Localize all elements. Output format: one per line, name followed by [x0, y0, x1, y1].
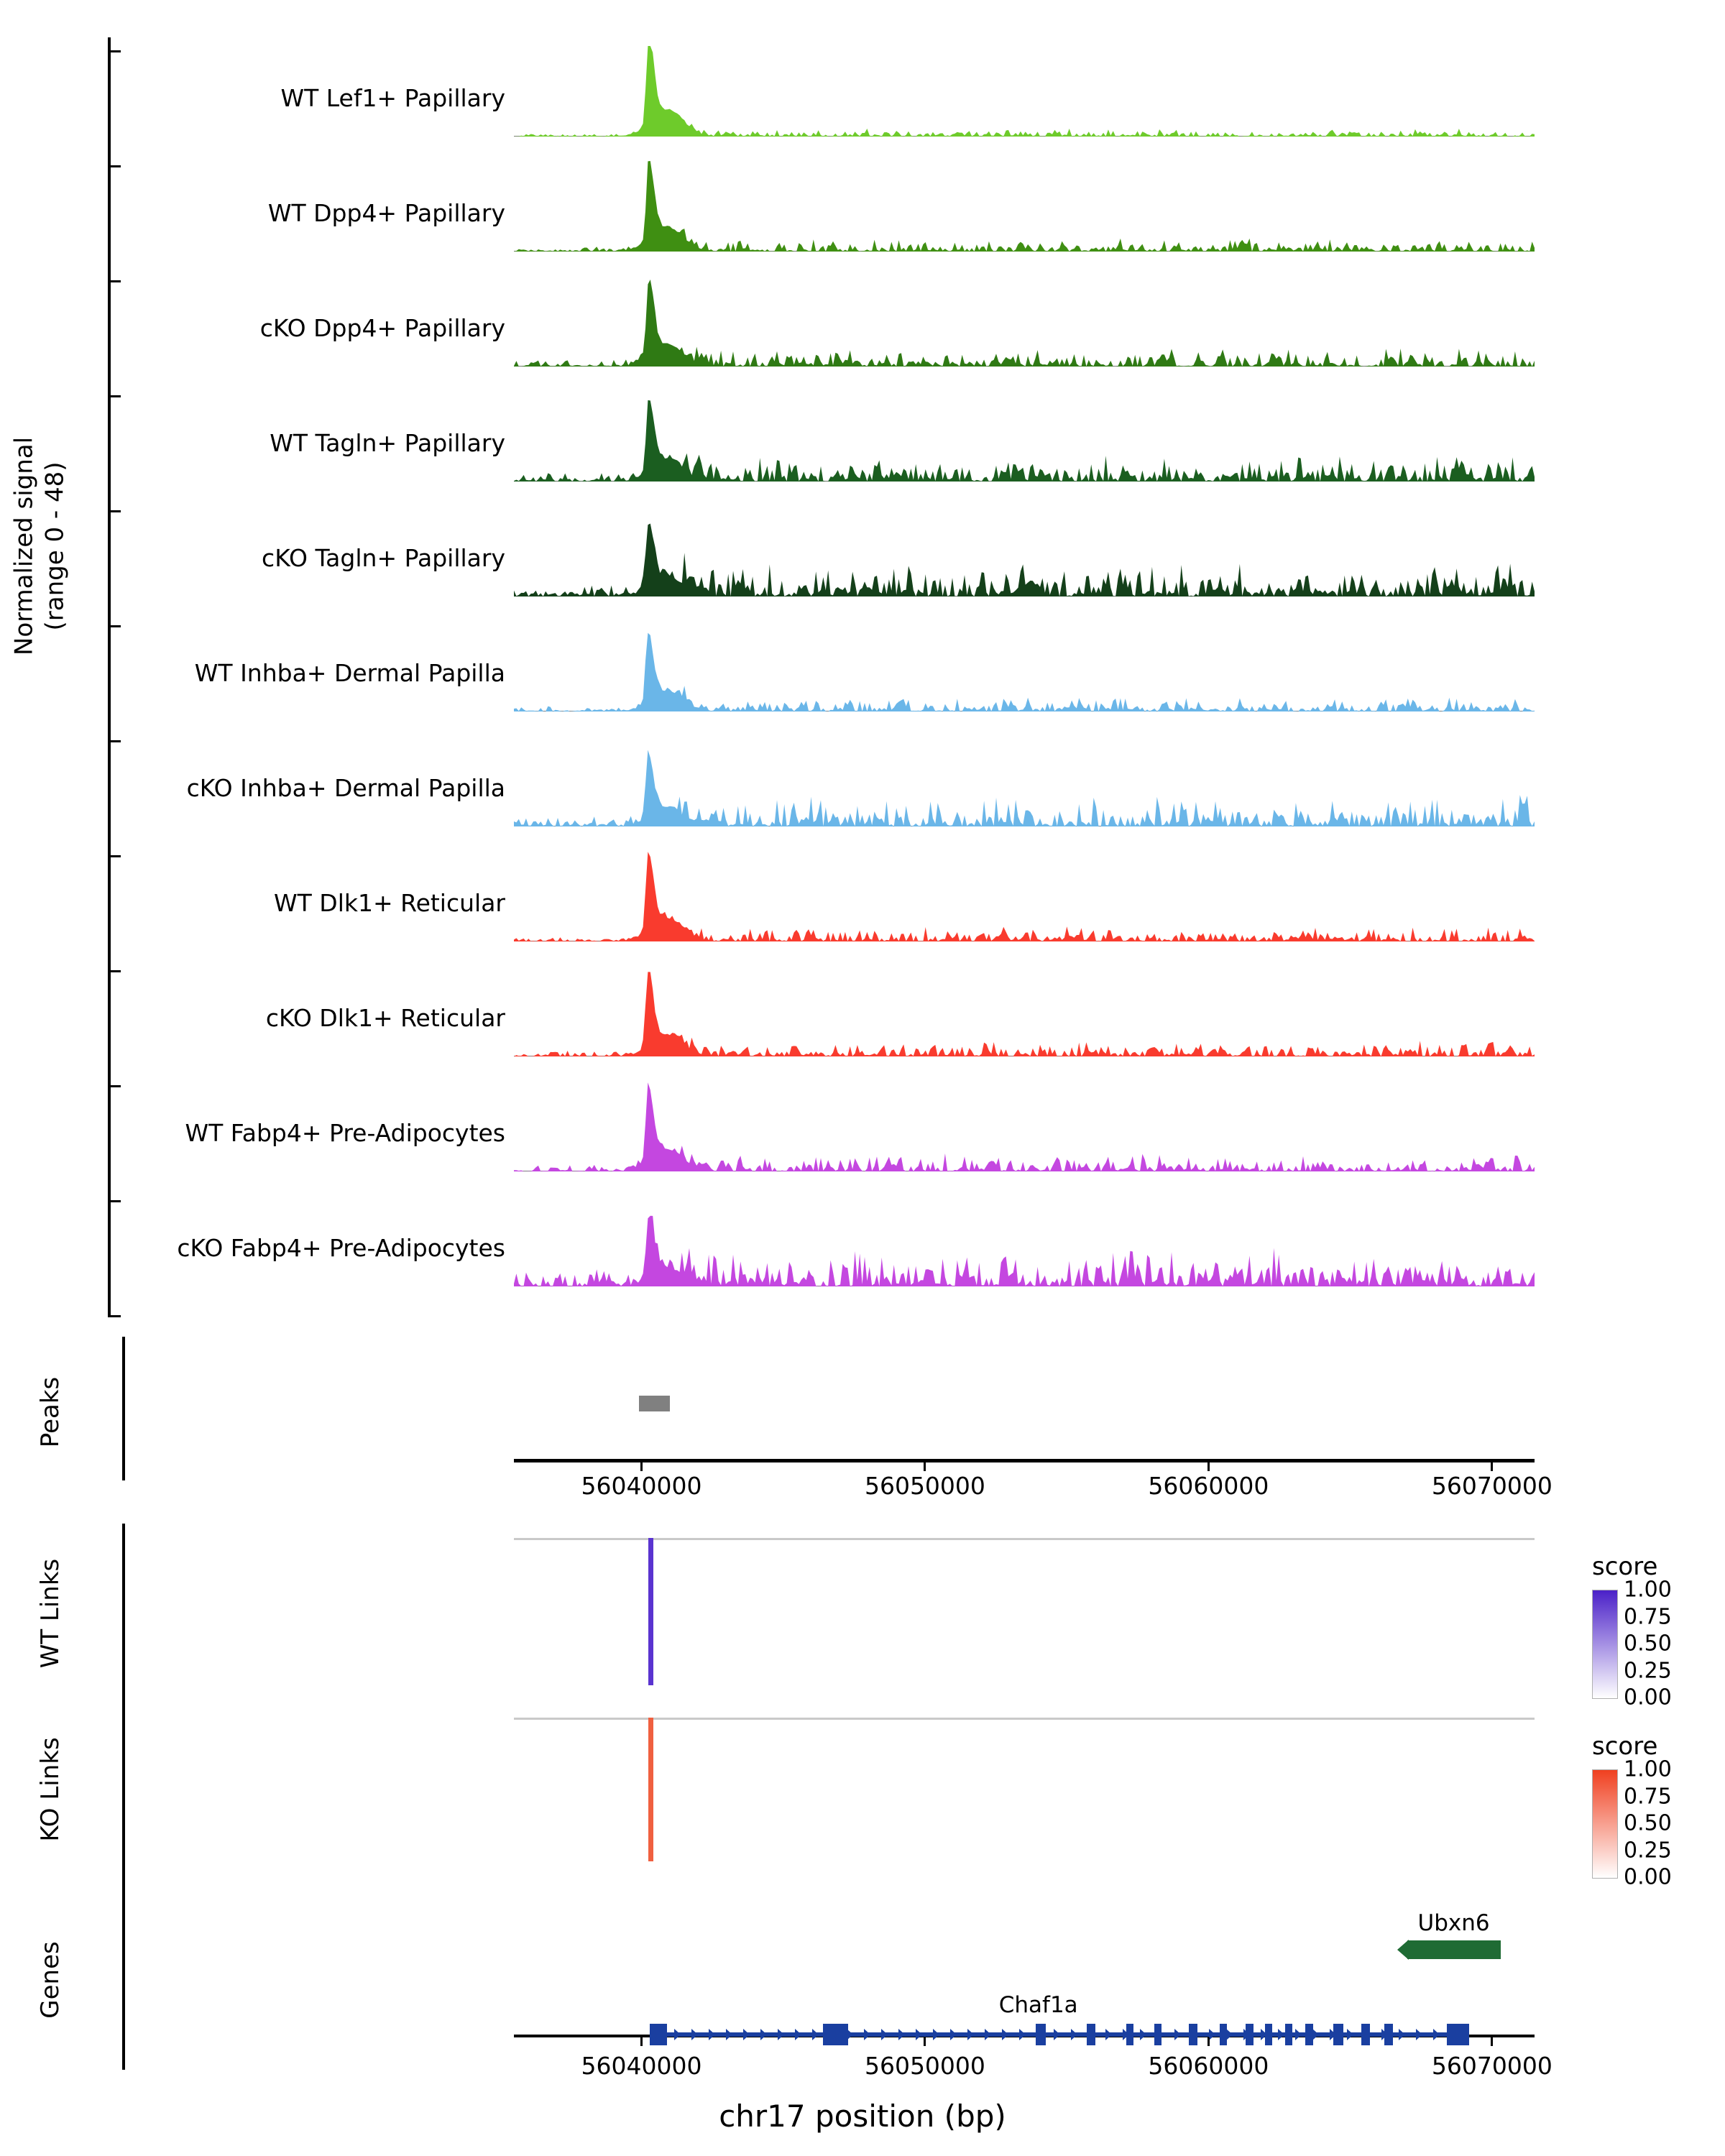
gene-strand-arrow-icon: [1397, 1940, 1409, 1960]
gene-label: Chaf1a: [998, 1992, 1078, 2018]
ko-links-top-rule: [514, 1718, 1535, 1720]
gene-strand-arrow-icon: [1416, 2029, 1422, 2040]
peaks-section-label: Peaks: [36, 1376, 65, 1448]
track-tick: [108, 625, 121, 627]
track-tick: [108, 1315, 121, 1317]
track-tick: [108, 395, 121, 397]
gene-strand-arrow-icon: [916, 2029, 922, 2040]
track-tick: [108, 280, 121, 282]
ko-links-panel: [514, 1718, 1535, 1876]
coverage-track-signal: [514, 43, 1535, 137]
wt-links-legend-bar: [1592, 1590, 1618, 1699]
track-group-spine: [108, 37, 111, 1317]
gene-exon: [1126, 2024, 1133, 2045]
gene-strand-arrow-icon: [1347, 2029, 1353, 2040]
coverage-track-label: cKO Tagln+ Papillary: [262, 544, 505, 572]
legend-tick-label: 0.00: [1624, 1864, 1672, 1890]
wt-links-spine: [122, 1524, 125, 1703]
genes-section-label: Genes: [36, 1941, 65, 2019]
gene-exon: [1189, 2024, 1197, 2045]
coverage-track-label: cKO Dlk1+ Reticular: [265, 1004, 505, 1032]
coverage-track-label: WT Fabp4+ Pre-Adipocytes: [185, 1119, 505, 1147]
gene-strand-arrow-icon: [795, 2029, 801, 2040]
gene-strand-arrow-icon: [933, 2029, 939, 2040]
gene-exon: [1087, 2024, 1095, 2045]
track-tick: [108, 165, 121, 167]
x-axis-tick-label: 56070000: [1431, 2052, 1552, 2080]
coverage-track: [262, 503, 1535, 596]
gene-exon: [1265, 2024, 1272, 2045]
coverage-track-signal: [514, 733, 1535, 826]
gene-strand-arrow-icon: [864, 2029, 870, 2040]
coverage-track: [185, 1078, 1535, 1171]
x-axis-tick: [1208, 2037, 1210, 2046]
peak-region: [639, 1396, 670, 1411]
gene-strand-arrow-icon: [1071, 2029, 1077, 2040]
link-line: [648, 1538, 653, 1685]
legend-tick-label: 0.50: [1624, 1810, 1672, 1836]
legend-tick-label: 0.25: [1624, 1838, 1672, 1863]
ko-links-legend-title: score: [1592, 1732, 1658, 1761]
coverage-track: [265, 963, 1535, 1056]
gene-strand-arrow-icon: [1054, 2029, 1060, 2040]
track-tick: [108, 1085, 121, 1087]
coverage-track-label: cKO Inhba+ Dermal Papilla: [186, 774, 505, 802]
track-tick: [108, 740, 121, 742]
gene-exon: [1333, 2024, 1343, 2045]
gene-exon: [1305, 2024, 1314, 2045]
x-axis-tick: [1208, 1462, 1210, 1471]
gene-strand-arrow-icon: [743, 2029, 750, 2040]
legend-tick-label: 0.00: [1624, 1685, 1672, 1710]
gene-exon: [823, 2024, 849, 2045]
track-tick: [108, 855, 121, 857]
gene-exon: [1036, 2024, 1046, 2045]
legend-tick-label: 0.50: [1624, 1631, 1672, 1657]
legend-tick-label: 1.00: [1624, 1577, 1672, 1603]
gene-strand-arrow-icon: [967, 2029, 974, 2040]
coverage-track-signal: [514, 273, 1535, 367]
gene-label: Ubxn6: [1417, 1910, 1490, 1936]
gene-strand-arrow-icon: [691, 2029, 698, 2040]
gene-strand-arrow-icon: [1174, 2029, 1181, 2040]
gene-strand-arrow-icon: [881, 2029, 888, 2040]
x-axis-tick-label: 56040000: [581, 1472, 702, 1500]
track-tick: [108, 50, 121, 52]
gene-strand-arrow-icon: [812, 2029, 819, 2040]
y-axis-label: [9, 437, 70, 655]
gene-strand-arrow-icon: [1295, 2029, 1302, 2040]
x-axis-tick: [924, 2037, 926, 2046]
coverage-track-label: WT Dlk1+ Reticular: [274, 889, 505, 917]
coverage-track: [186, 733, 1535, 826]
gene-exon: [650, 2024, 667, 2045]
gene-strand-arrow-icon: [1278, 2029, 1284, 2040]
x-axis-tick-label: 56040000: [581, 2052, 702, 2080]
coverage-track-signal: [514, 618, 1535, 711]
x-axis-tick: [924, 1462, 926, 1471]
gene-strand-arrow-icon: [1209, 2029, 1215, 2040]
genes-spine: [122, 1883, 125, 2070]
ko-links-legend: [1592, 1732, 1672, 1890]
wt-links-legend: [1592, 1552, 1672, 1710]
gene-strand-arrow-icon: [709, 2029, 715, 2040]
coverage-track: [267, 158, 1535, 252]
x-axis-tick: [1491, 1462, 1493, 1471]
x-axis-tick: [640, 1462, 643, 1471]
coverage-track: [177, 1193, 1535, 1286]
ko-links-legend-bar: [1592, 1769, 1618, 1879]
gene-strand-arrow-icon: [760, 2029, 767, 2040]
y-axis-label-line2: (range 0 - 48): [40, 461, 69, 631]
gene-strand-arrow-icon: [1002, 2029, 1008, 2040]
coverage-track: [280, 43, 1535, 137]
link-line: [648, 1718, 653, 1861]
legend-tick-label: 1.00: [1624, 1756, 1672, 1782]
coverage-track-signal: [514, 1193, 1535, 1286]
gene-strand-arrow-icon: [985, 2029, 991, 2040]
gene-strand-arrow-icon: [1140, 2029, 1146, 2040]
track-tick: [108, 510, 121, 512]
gene-strand-arrow-icon: [1399, 2029, 1405, 2040]
coverage-track-label: WT Inhba+ Dermal Papilla: [194, 659, 505, 687]
y-axis-label-line1: Normalized signal: [9, 436, 39, 656]
coverage-track-signal: [514, 388, 1535, 482]
coverage-track-label: cKO Dpp4+ Papillary: [259, 314, 505, 342]
gene-strand-arrow-icon: [778, 2029, 784, 2040]
coverage-track: [194, 618, 1535, 711]
x-axis-tick-label: 56060000: [1148, 1472, 1269, 1500]
wt-links-panel: [514, 1538, 1535, 1696]
coverage-track-signal: [514, 503, 1535, 596]
x-axis-tick-label: 56060000: [1148, 2052, 1269, 2080]
gene-strand-arrow-icon: [950, 2029, 957, 2040]
coverage-track-label: WT Dpp4+ Papillary: [267, 199, 505, 227]
ko-links-section-label: KO Links: [36, 1737, 65, 1842]
gene-strand-arrow-icon: [1433, 2029, 1440, 2040]
coverage-track-label: WT Tagln+ Papillary: [270, 429, 505, 457]
gene-exon: [1285, 2024, 1292, 2045]
ko-links-spine: [122, 1703, 125, 1883]
gene-body: [1407, 1940, 1501, 1959]
legend-tick-label: 0.75: [1624, 1784, 1672, 1809]
x-axis-tick-label: 56050000: [864, 2052, 985, 2080]
wt-links-section-label: WT Links: [36, 1558, 65, 1669]
gene-exon: [1447, 2024, 1470, 2045]
coverage-track-label: cKO Fabp4+ Pre-Adipocytes: [177, 1234, 505, 1262]
x-axis-tick: [1491, 2037, 1493, 2046]
track-tick: [108, 970, 121, 972]
x-axis-tick: [640, 2037, 643, 2046]
coverage-track: [274, 848, 1535, 941]
gene-strand-arrow-icon: [1312, 2029, 1319, 2040]
coverage-track-signal: [514, 848, 1535, 941]
gene-strand-arrow-icon: [674, 2029, 681, 2040]
gene-strand-arrow-icon: [726, 2029, 732, 2040]
wt-links-top-rule: [514, 1538, 1535, 1540]
coverage-track-label: WT Lef1+ Papillary: [280, 84, 505, 112]
coverage-track-signal: [514, 1078, 1535, 1171]
coverage-track-signal: [514, 158, 1535, 252]
gene-strand-arrow-icon: [1105, 2029, 1112, 2040]
legend-tick-label: 0.25: [1624, 1658, 1672, 1683]
gene-exon: [1246, 2024, 1254, 2045]
wt-links-legend-ticks: [1624, 1577, 1710, 1710]
x-axis-tick-label: 56050000: [864, 1472, 985, 1500]
x-axis-title: chr17 position (bp): [719, 2099, 1006, 2134]
legend-tick-label: 0.75: [1624, 1604, 1672, 1629]
gene-exon: [1154, 2024, 1162, 2045]
gene-strand-arrow-icon: [1019, 2029, 1026, 2040]
gene-exon: [1220, 2024, 1227, 2045]
ko-links-legend-ticks: [1624, 1756, 1710, 1890]
gene-exon: [1361, 2024, 1370, 2045]
gene-exon: [1384, 2024, 1393, 2045]
peaks-spine: [122, 1337, 125, 1480]
gene-strand-arrow-icon: [1226, 2029, 1233, 2040]
track-tick: [108, 1200, 121, 1202]
coverage-track: [259, 273, 1535, 367]
gene-strand-arrow-icon: [898, 2029, 905, 2040]
coverage-track-signal: [514, 963, 1535, 1056]
x-axis-tick-label: 56070000: [1431, 1472, 1552, 1500]
coverage-track: [270, 388, 1535, 482]
x-axis-top: [514, 1459, 1535, 1462]
wt-links-legend-title: score: [1592, 1552, 1658, 1581]
